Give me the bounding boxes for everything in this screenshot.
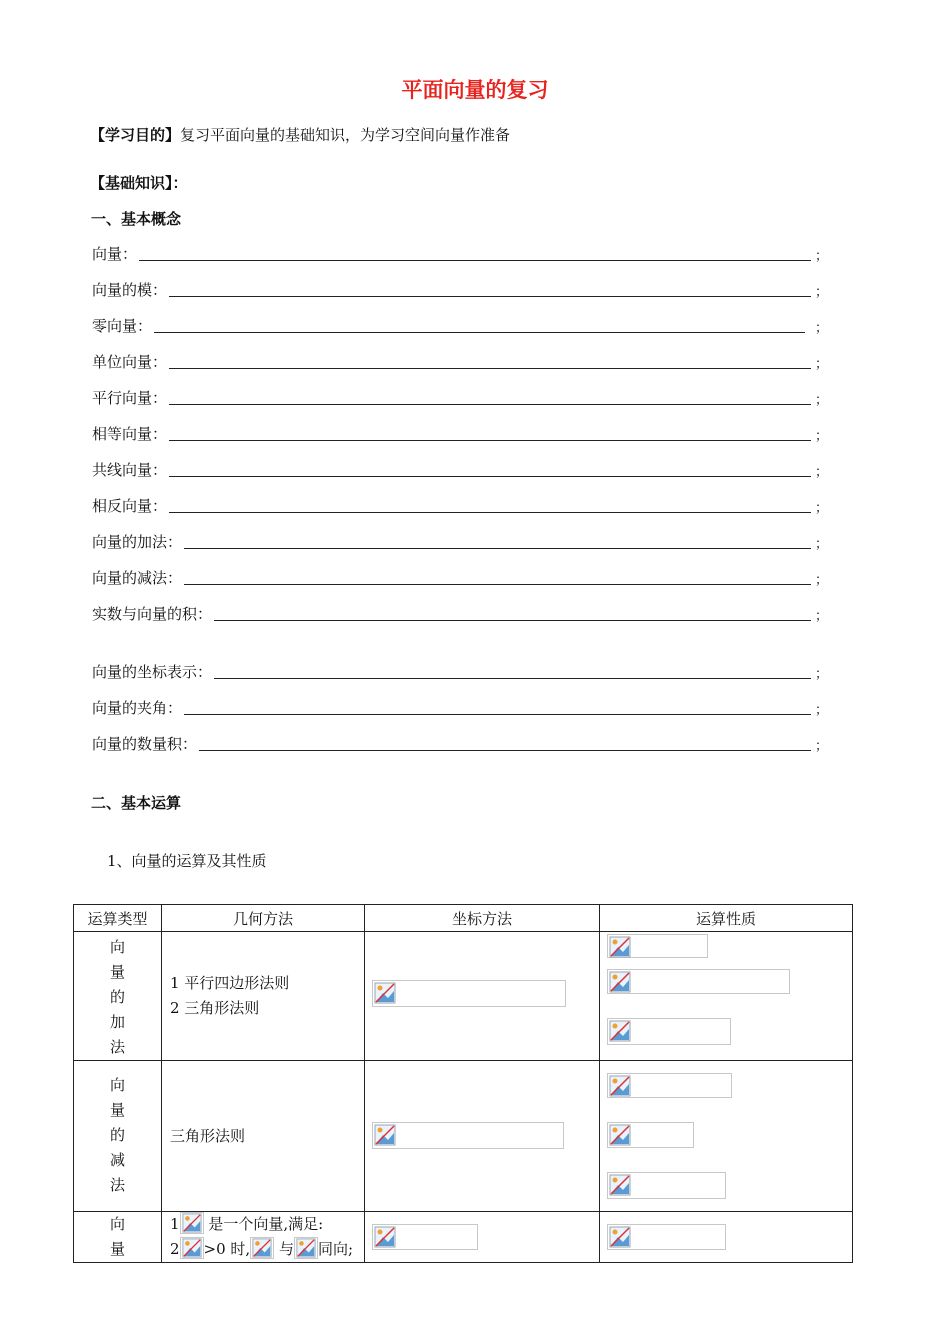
type-char: 加 — [109, 1013, 125, 1031]
column-header: 几何方法 — [162, 905, 365, 932]
formula-image — [180, 1237, 204, 1259]
type-char: 法 — [109, 1038, 125, 1056]
formula-image — [607, 1224, 726, 1250]
type-char: 减 — [109, 1151, 125, 1169]
definition-label: 单位向量： — [92, 353, 168, 371]
objective-label: 【学习目的】 — [90, 126, 181, 144]
definition-label: 相等向量： — [92, 425, 168, 443]
type-char: 向 — [109, 938, 125, 956]
broken-image-icon — [296, 1238, 316, 1258]
definition-row — [92, 424, 828, 444]
table-row — [74, 1061, 853, 1212]
coordinate-method-cell — [365, 1061, 600, 1212]
definition-row — [92, 388, 828, 408]
definition-label: 向量的坐标表示： — [92, 663, 213, 681]
definition-row — [92, 496, 828, 516]
broken-image-icon — [182, 1238, 202, 1258]
fill-blank-line — [169, 403, 811, 405]
broken-image-icon — [609, 1075, 631, 1097]
fill-blank-line — [199, 749, 811, 751]
fill-blank-line — [169, 439, 811, 441]
definition-row — [92, 460, 828, 480]
fill-blank-line — [154, 331, 805, 333]
definition-label: 相反向量： — [92, 497, 168, 515]
formula-image — [250, 1237, 274, 1259]
definition-end: ； — [814, 465, 828, 480]
fill-blank-line — [214, 619, 811, 621]
formula-image — [607, 969, 790, 994]
geometric-method-cell — [162, 1061, 365, 1212]
definition-row — [92, 532, 828, 552]
broken-image-icon — [609, 1226, 631, 1248]
type-char: 的 — [109, 988, 125, 1006]
type-char: 向 — [109, 1215, 125, 1233]
broken-image-icon — [609, 936, 631, 958]
definition-label: 向量的模： — [92, 281, 168, 299]
definition-label: 零向量： — [92, 317, 153, 335]
definition-end: ； — [814, 573, 828, 588]
coordinate-method-cell — [365, 932, 600, 1061]
fill-blank-line — [169, 295, 811, 297]
table-header-row — [74, 905, 853, 932]
definition-label: 向量的加法： — [92, 533, 183, 551]
fill-blank-line — [169, 475, 811, 477]
definition-row — [92, 244, 828, 264]
properties-cell — [600, 1212, 853, 1263]
formula-image — [372, 1224, 478, 1250]
definition-row — [92, 352, 828, 372]
broken-image-icon — [182, 1213, 202, 1233]
page-title: 平面向量的复习 — [401, 78, 549, 102]
fill-blank-line — [214, 677, 811, 679]
definition-label: 向量的数量积： — [92, 735, 198, 753]
definition-label: 向量的夹角： — [92, 699, 183, 717]
definition-row — [92, 316, 828, 336]
definition-end: ； — [814, 609, 828, 624]
definition-end: ； — [814, 249, 828, 264]
table-row — [74, 1212, 853, 1263]
definition-end: ； — [814, 667, 828, 682]
geo-line: 2 三角形法则 — [170, 999, 260, 1017]
column-header: 运算类型 — [74, 905, 162, 932]
definition-label: 共线向量： — [92, 461, 168, 479]
broken-image-icon — [374, 1124, 396, 1146]
broken-image-icon — [609, 1124, 631, 1146]
column-header: 坐标方法 — [365, 905, 600, 932]
definition-end: ； — [814, 393, 828, 408]
definition-label: 实数与向量的积： — [92, 605, 213, 623]
broken-image-icon — [374, 1226, 396, 1248]
coordinate-method-cell — [365, 1212, 600, 1263]
definition-row — [92, 734, 828, 754]
geo-line — [162, 1212, 364, 1237]
fill-blank-line — [139, 259, 811, 261]
type-char: 的 — [109, 1126, 125, 1144]
basics-heading: 【基础知识】： — [90, 174, 188, 192]
formula-image — [372, 1122, 564, 1149]
definition-label: 向量的减法： — [92, 569, 183, 587]
fill-blank-line — [184, 713, 811, 715]
definition-end: ； — [814, 739, 828, 754]
definition-end: ； — [814, 703, 828, 718]
definition-row — [92, 698, 828, 718]
definition-end: ； — [814, 537, 828, 552]
fill-blank-line — [169, 367, 811, 369]
broken-image-icon — [252, 1238, 272, 1258]
geo-text: 与 — [278, 1240, 294, 1258]
geometric-method-cell — [162, 932, 365, 1061]
properties-cell — [600, 932, 853, 1061]
formula-image — [180, 1212, 204, 1234]
definition-end: ； — [814, 357, 828, 372]
type-char: 量 — [109, 963, 125, 981]
fill-blank-line — [169, 511, 811, 513]
formula-image — [607, 934, 708, 958]
operation-type-cell — [74, 1061, 162, 1212]
geo-line: 三角形法则 — [170, 1126, 246, 1145]
operation-type-cell — [74, 932, 162, 1061]
formula-image — [607, 1073, 732, 1098]
properties-cell — [600, 1061, 853, 1212]
operations-table — [73, 904, 853, 1263]
formula-image — [294, 1237, 318, 1259]
broken-image-icon — [609, 1174, 631, 1196]
type-char: 法 — [109, 1176, 125, 1194]
geo-line: 1 平行四边形法则 — [170, 974, 290, 992]
subsection-heading: 1、向量的运算及其性质 — [107, 852, 267, 870]
formula-image — [607, 1122, 694, 1148]
geo-text: 是一个向量,满足: — [208, 1215, 324, 1233]
objective-paragraph — [90, 124, 510, 145]
geo-text: 同向; — [318, 1240, 354, 1258]
type-char: 量 — [109, 1240, 125, 1258]
table-row — [74, 932, 853, 1061]
definition-end: ； — [814, 429, 828, 444]
operation-type-cell — [74, 1212, 162, 1263]
item-number: 1 — [170, 1215, 180, 1233]
definition-label: 向量： — [92, 245, 138, 263]
geo-line — [162, 1237, 364, 1262]
type-char: 向 — [109, 1076, 125, 1094]
geo-text: >0 时, — [203, 1240, 251, 1258]
formula-image — [607, 1018, 731, 1045]
definition-end: ； — [814, 285, 828, 300]
definition-label: 平行向量： — [92, 389, 168, 407]
formula-image — [607, 1172, 726, 1199]
definition-end: ； — [814, 501, 828, 516]
definition-row — [92, 604, 828, 624]
item-number: 2 — [170, 1240, 180, 1258]
geometric-method-cell — [162, 1212, 365, 1263]
definition-row — [92, 280, 828, 300]
section1-heading: 一、基本概念 — [91, 210, 182, 228]
broken-image-icon — [609, 1020, 631, 1042]
type-char: 量 — [109, 1101, 125, 1119]
definition-end: ； — [814, 321, 828, 336]
objective-text: 复习平面向量的基础知识，为学习空间向量作准备 — [180, 126, 511, 144]
fill-blank-line — [184, 583, 811, 585]
column-header: 运算性质 — [600, 905, 853, 932]
definition-row — [92, 568, 828, 588]
section2-heading: 二、基本运算 — [91, 794, 182, 812]
definition-row — [92, 662, 828, 682]
broken-image-icon — [609, 971, 631, 993]
fill-blank-line — [184, 547, 811, 549]
broken-image-icon — [374, 982, 396, 1004]
formula-image — [372, 980, 566, 1007]
